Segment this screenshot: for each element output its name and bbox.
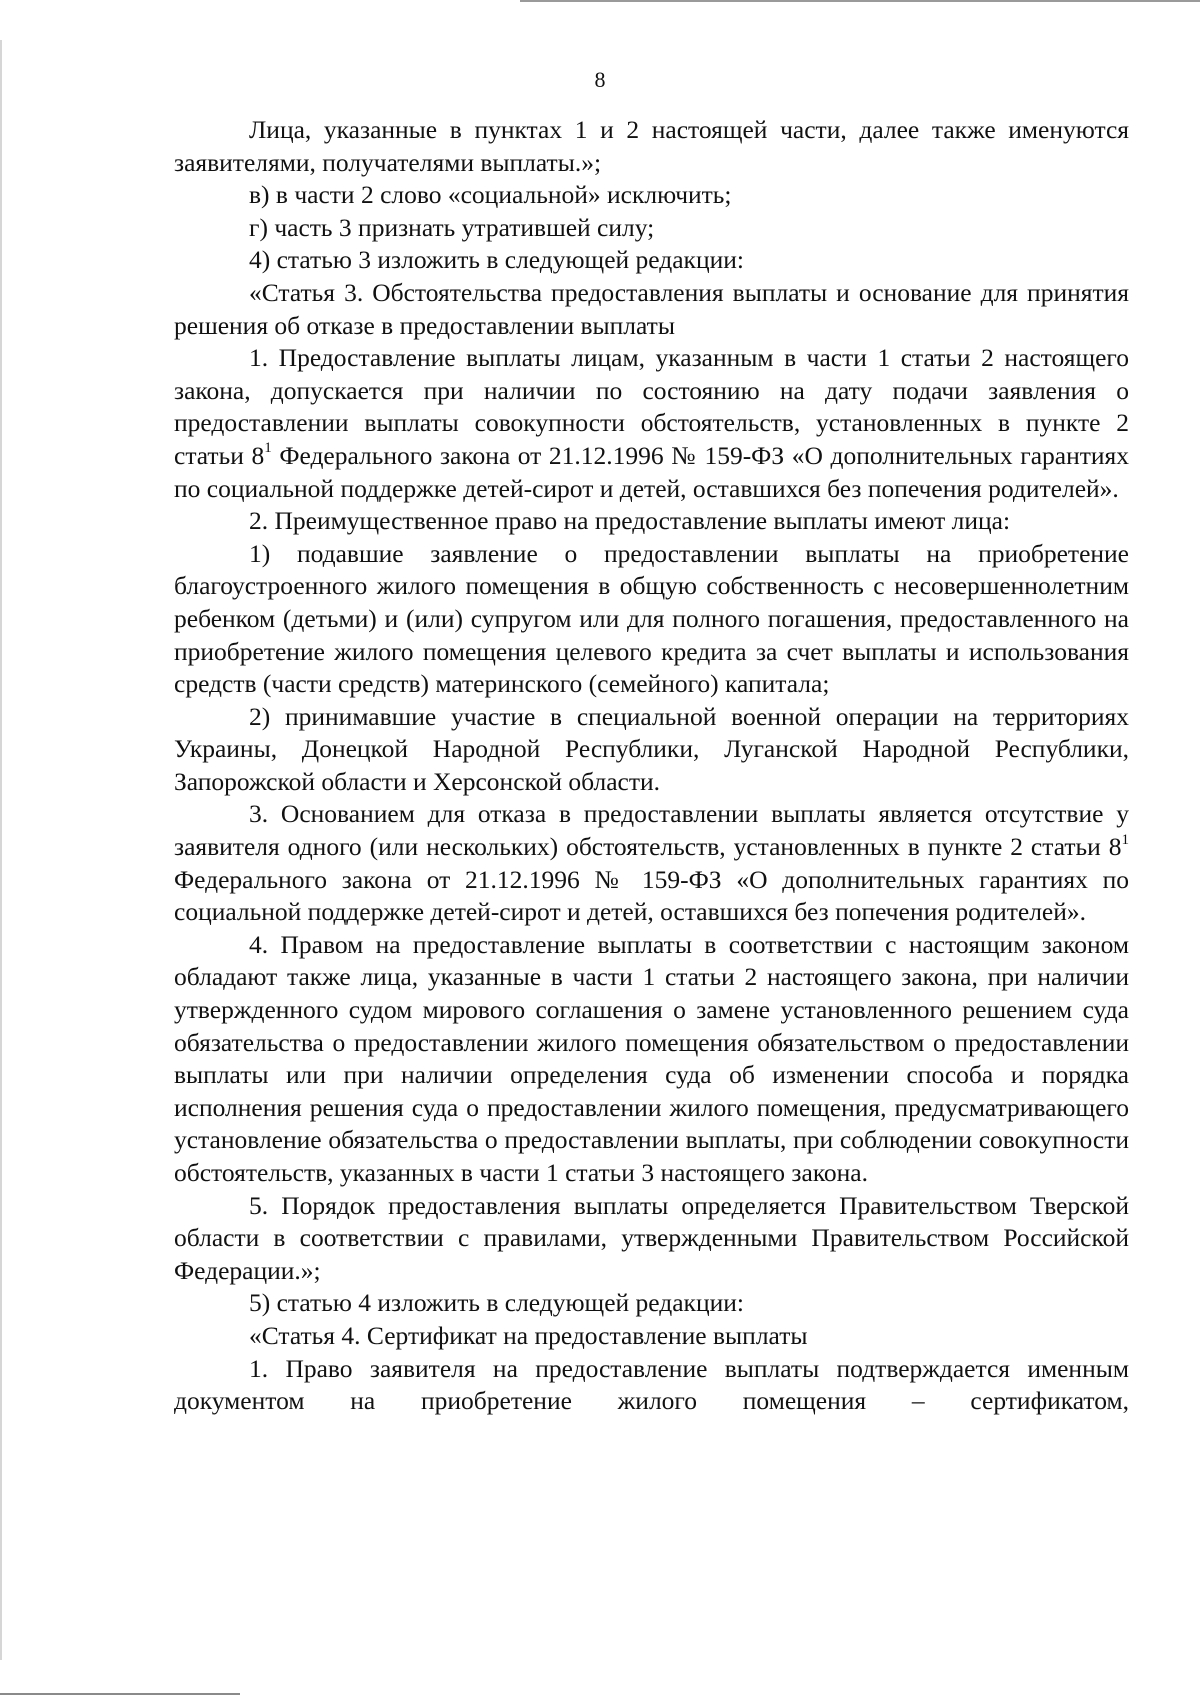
- paragraph: в) в части 2 слово «социальной» исключить;: [249, 180, 732, 210]
- paragraph: 4. Правом на предоставление выплаты в соответствии с настоящим законом обладают также лица, указанные в части 1 статьи 2 настоящего закона, при наличии утвержденного судом мирового соглашения о замене установленного решением суда обязательства о предоставлении жилого помещения обязательством о предоставлении выплаты или при наличии определения суда об изменении способа и порядка исполнения решения суда о предоставлении жилого помещения, предусматривающего установление обязательства о предоставлении выплаты, при соблюдении совокупности обстоятельств, указанных в части 1 статьи 3 настоящего закона.: [174, 929, 1129, 1187]
- scan-edge-bottom: [0, 1693, 240, 1695]
- paragraph: 4) статью 3 изложить в следующей редакции:: [249, 245, 744, 275]
- paragraph: 1) подавшие заявление о предоставлении выплаты на приобретение благоустроенного жилого помещения в общую собственность с несовершеннолетним ребенком (детьми) и (или) супругом или для полного погашения, предоставленного на приобретение жилого помещения целевого кредита за счет выплаты и использования средств (части средств) материнского (семейного) капитала;: [174, 538, 1129, 699]
- paragraph: 5) статью 4 изложить в следующей редакции:: [249, 1288, 744, 1318]
- page-number: 8: [594, 67, 606, 92]
- paragraph: 1. Право заявителя на предоставление выплаты подтверждается именным документом на приобретение жилого помещения – сертификатом,: [174, 1353, 1129, 1416]
- scan-edge-top: [520, 0, 1200, 2]
- paragraph-text: 1. Предоставление выплаты лицам, указанным в части 1 статьи 2 настоящего закона, допускается при наличии по состоянию на дату подачи заявления о предоставлении выплаты совокупности обстоятельств, установленных в пункте 2 статьи 8: [174, 343, 1129, 470]
- paragraph: [174, 798, 1129, 928]
- article-heading: «Статья 3. Обстоятельства предоставления выплаты и основание для принятия решения об отказе в предоставлении выплаты: [174, 277, 1129, 340]
- paragraph-text: Федерального закона от 21.12.1996 № 159-ФЗ «О дополнительных гарантиях по социальной поддержке детей-сирот и детей, оставшихся без попечения родителей».: [174, 440, 1129, 503]
- paragraph: [174, 342, 1129, 505]
- paragraph: Лица, указанные в пунктах 1 и 2 настоящей части, далее также именуются заявителями, получателями выплаты.»;: [174, 115, 1129, 177]
- document-body: [174, 114, 1129, 1418]
- superscript: 1: [1121, 831, 1129, 848]
- paragraph: 2) принимавшие участие в специальной военной операции на территориях Украины, Донецкой Народной Республики, Луганской Народной Республики, Запорожской области и Херсонской области.: [174, 701, 1129, 796]
- scan-edge-left: [0, 40, 2, 1660]
- paragraph-text: Федерального закона от 21.12.1996 № 159-ФЗ «О дополнительных гарантиях по социальной поддержке детей-сирот и детей, оставшихся без попечения родителей».: [174, 864, 1129, 927]
- paragraph-text: 3. Основанием для отказа в предоставлении выплаты является отсутствие у заявителя одного (или нескольких) обстоятельств, установленных в пункте 2 статьи 8: [174, 799, 1129, 862]
- article-heading: «Статья 4. Сертификат на предоставление выплаты: [249, 1320, 808, 1350]
- paragraph: 5. Порядок предоставления выплаты определяется Правительством Тверской области в соответствии с правилами, утвержденными Правительством Российской Федерации.»;: [174, 1190, 1129, 1285]
- paragraph: г) часть 3 признать утратившей силу;: [249, 212, 655, 242]
- superscript: 1: [264, 440, 272, 457]
- paragraph: 2. Преимущественное право на предоставление выплаты имеют лица:: [249, 506, 1011, 536]
